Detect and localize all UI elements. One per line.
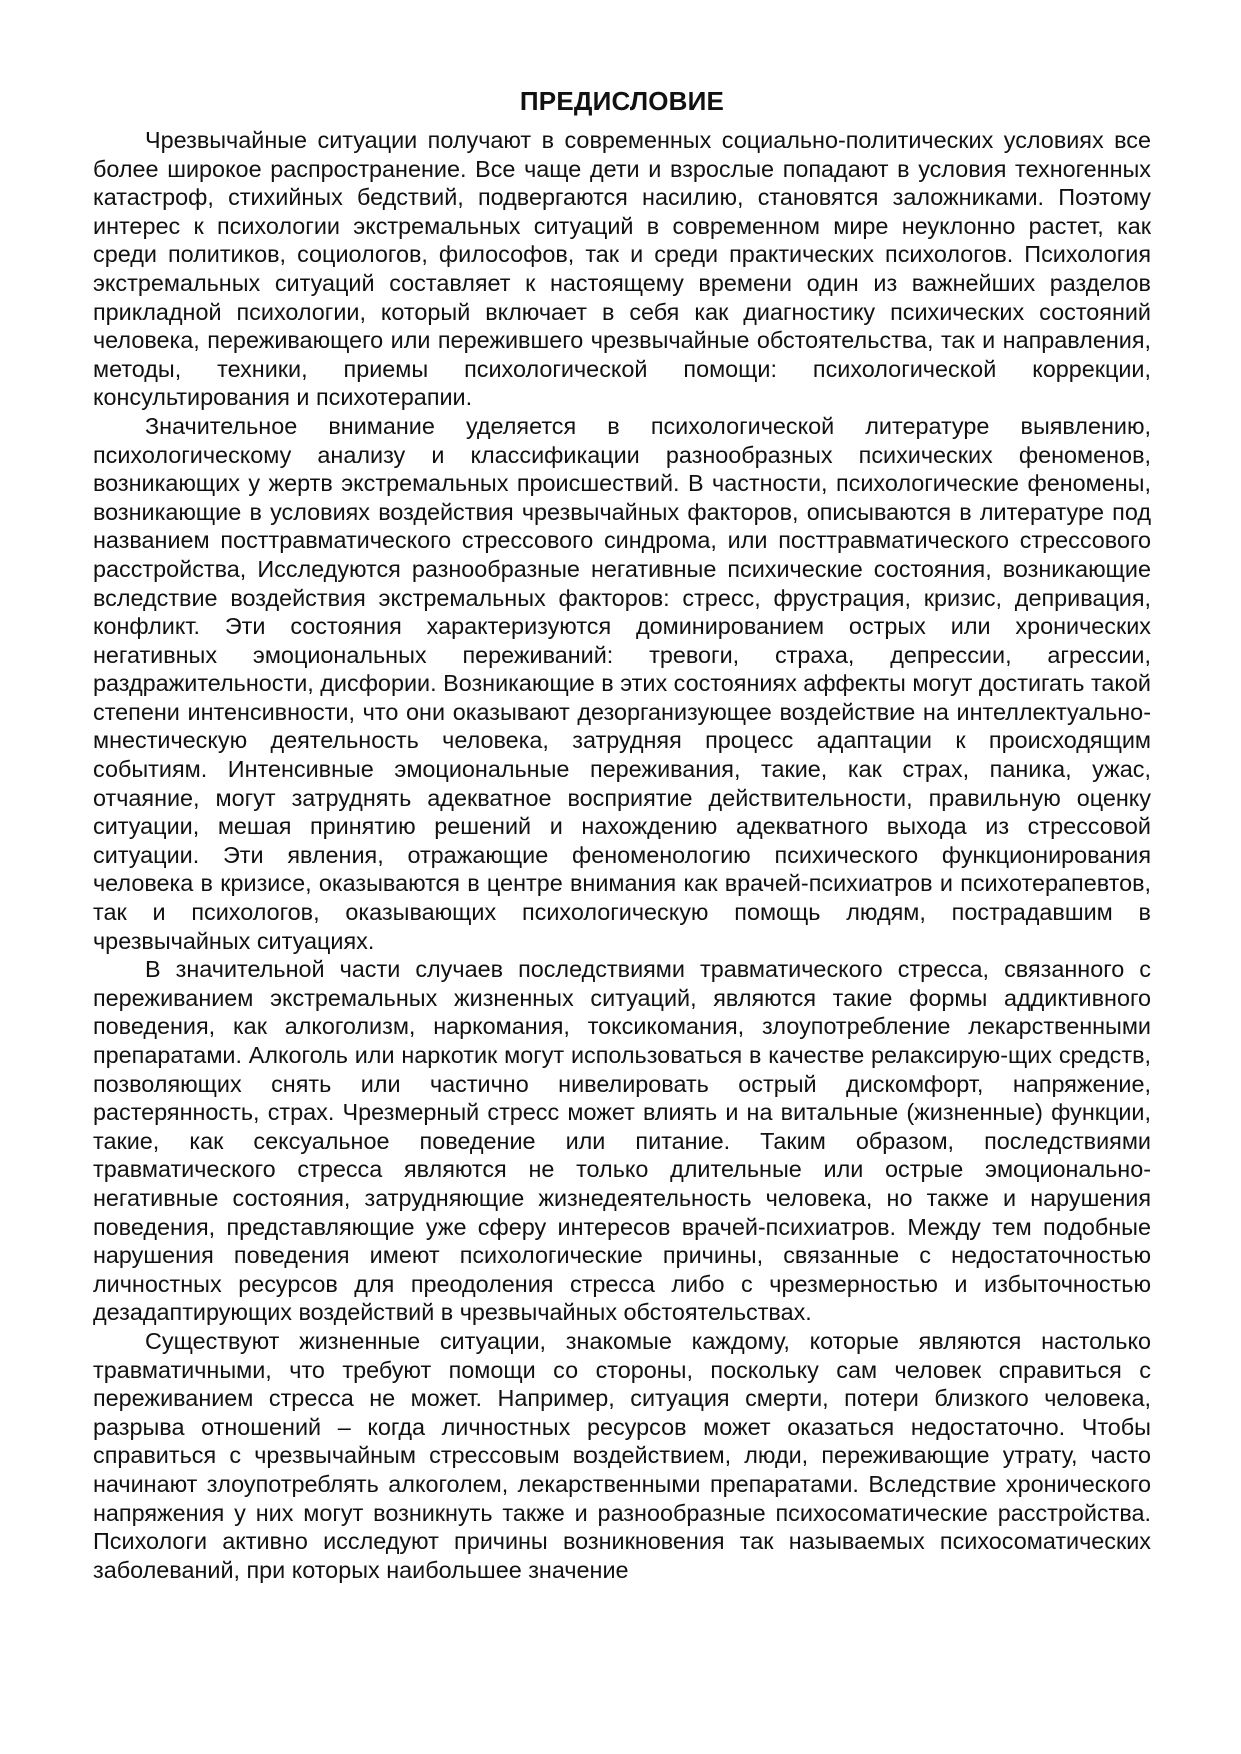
paragraph-phenomena: Значительное внимание уделяется в психологической литературе выявлению, психологическому анализу и классификации разнообразных психических феноменов, возникающих у жертв экстремальных происшествий. В частности, психологические феномены, возникающие в условиях воздействия чрезвычайных факторов, описываются в литературе под названием посттравматического стрессового синдрома, или посттравматического стрессового расстройства, Исследуются разнообразные негативные психические состояния, возникающие вследствие воздействия экстремальных факторов: стресс, фрустрация, кризис, депривация, конфликт. Эти состояния характеризуются доминированием острых или хронических негативных эмоциональных переживаний: тревоги, страха, депрессии, агрессии, раздражительности, дисфории. Возникающие в этих состояниях аффекты могут достигать такой степени интенсивности, что они оказывают дезорганизующее воздействие на интеллектуально-мнестическую деятельность человека, затрудняя процесс адаптации к происходящим событиям. Интенсивные эмоциональные переживания, такие, как страх, паника, ужас, отчаяние, могут затруднять адекватное восприятие действительности, правильную оценку ситуации, мешая принятию решений и нахождению адекватного выхода из стрессовой ситуации. Эти явления, отражающие феноменологию психического функционирования человека в кризисе, оказываются в центре внимания как врачей-психиатров и психотерапевтов, так и психологов, оказывающих психологическую помощь людям, пострадавшим в чрезвычайных ситуациях. [93, 412, 1151, 954]
page-title: ПРЕДИСЛОВИЕ [519, 86, 725, 116]
paragraph-intro: Чрезвычайные ситуации получают в современных социально-политических условиях все более широкое распространение. Все чаще дети и взрослые попадают в условия техногенных катастроф, стихийных бедствий, подвергаются насилию, становятся заложниками. Поэтому интерес к психологии экстремальных ситуаций в современном мире неуклонно растет, как среди политиков, социологов, философов, так и среди практических психологов. Психология экстремальных ситуаций составляет к настоящему времени один из важнейших разделов прикладной психологии, который включает в себя как диагностику психических состояний человека, переживающего или пережившего чрезвычайные обстоятельства, так и направления, методы, техники, приемы психологической помощи: психологической коррекции, консультирования и психотерапии. [93, 127, 1151, 411]
paragraph-life-situations: Существуют жизненные ситуации, знакомые каждому, которые являются настолько травматичными, что требуют помощи со стороны, поскольку сам человек справиться с переживанием стресса не может. Например, ситуация смерти, потери близкого человека, разрыва отношений – когда личностных ресурсов может оказаться недостаточно. Чтобы справиться с чрезвычайным стрессовым воздействием, люди, переживающие утрату, часто начинают злоупотреблять алкоголем, лекарственными препаратами. Вследствие хронического напряжения у них могут возникнуть также и разнообразные психосоматические расстройства. Психологи активно исследуют причины возникновения так называемых психосоматических заболеваний, при которых наибольшее значение [93, 1327, 1151, 1583]
paragraph-addictive-behavior: В значительной части случаев последствиями травматического стресса, связанного с переживанием экстремальных жизненных ситуаций, являются такие формы аддиктивного поведения, как алкоголизм, наркомания, токсикомания, злоупотребление лекарственными препаратами. Алкоголь или наркотик могут использоваться в качестве релаксирую-щих средств, позволяющих снять или частично нивелировать острый дискомфорт, напряжение, растерянность, страх. Чрезмерный стресс может влиять и на витальные (жизненные) функции, такие, как сексуальное поведение или питание. Таким образом, последствиями травматического стресса являются не только длительные или острые эмоционально-негативные состояния, затрудняющие жизнедеятельность человека, но также и нарушения поведения, представляющие уже сферу интересов врачей-психиатров. Между тем подобные нарушения поведения имеют психологические причины, связанные с недостаточностью личностных ресурсов для преодоления стресса либо с чрезмерностью и избыточностью дезадаптирующих воздействий в чрезвычайных обстоятельствах. [93, 956, 1151, 1326]
